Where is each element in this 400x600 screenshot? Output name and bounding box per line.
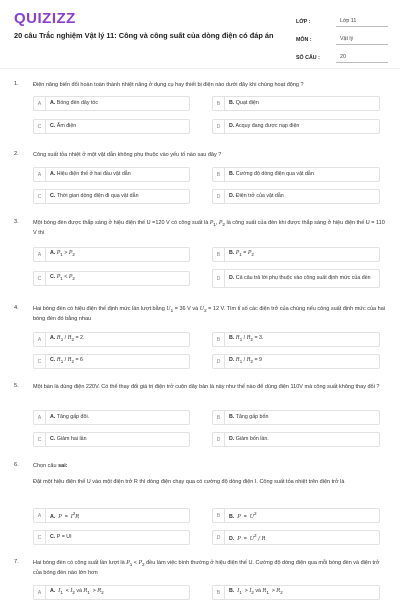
meta-label: LỚP :: [296, 19, 311, 25]
meta-row-count: [296, 48, 388, 63]
option-label: D.: [229, 357, 235, 364]
option-letter: D: [213, 433, 225, 446]
header: [0, 0, 400, 68]
option-c[interactable]: [33, 432, 190, 447]
option-b[interactable]: [212, 96, 380, 111]
option-b[interactable]: B B. $P_1 = P_2$: [212, 247, 380, 262]
header-divider: [0, 68, 400, 69]
question-text: Một bóng đèn được thắp sáng ở hiệu điện thế U =120 V có công suất là $P_1$, $P_2$ là công suất của đèn khi được thắp sáng ở hiệu điện thế U = 110 V thì: [33, 220, 385, 237]
meta-row-subject: [296, 30, 388, 45]
option-text: Hiệu điện thế ở hai đầu vật dẫn: [56, 171, 131, 178]
option-label: C.: [50, 357, 56, 364]
option-letter: D: [213, 531, 225, 544]
option-letter: D: [213, 190, 225, 203]
option-label: B.: [229, 250, 235, 257]
option-text: Ấm điện: [56, 123, 77, 130]
option-text: Cường độ dòng điện qua vật dẫn: [235, 171, 314, 178]
option-text: Quạt điện: [235, 100, 259, 107]
option-text: Giảm bốn lần.: [235, 436, 269, 443]
option-letter: C: [34, 531, 46, 544]
option-b[interactable]: [212, 167, 380, 182]
option-text: Thời gian dòng điện đi qua vật dẫn: [56, 193, 139, 200]
option-d[interactable]: [212, 269, 380, 288]
option-label: B.: [229, 414, 235, 421]
option-letter: B: [213, 411, 225, 424]
option-a[interactable]: A A. $R_1 / R_2 = 2$.: [33, 332, 190, 347]
option-label: D.: [229, 123, 235, 130]
quizizz-logo[interactable]: QUIZIZZ: [14, 10, 76, 27]
question-number: 5.: [14, 383, 19, 389]
option-label: C.: [50, 193, 56, 200]
meta-value: 20: [336, 54, 388, 63]
option-label: D.: [229, 436, 235, 443]
option-letter: A: [34, 168, 46, 181]
option-label: B.: [229, 588, 235, 595]
question-text: Hai bóng đèn có hiệu điện thế định mức lần lượt bằng $U_1 = 36$ V và $U_2 = 12$ V. Tìm tỉ số các điện trở của chúng nếu công suất định mức của hai bóng đèn đó bằng nhau: [33, 306, 385, 323]
option-a[interactable]: A A. $P = I^2R$: [33, 508, 190, 523]
option-letter: D: [213, 270, 225, 287]
option-c[interactable]: [33, 530, 190, 545]
option-b[interactable]: B B. $R_1 / R_2 = 3$.: [212, 332, 380, 347]
option-label: C.: [50, 534, 56, 541]
option-label: D.: [229, 275, 235, 282]
option-c[interactable]: [33, 119, 190, 134]
option-letter: B: [213, 509, 225, 522]
option-a[interactable]: A A. $I_1 < I_2$ và $R_1 > R_2$: [33, 585, 190, 600]
meta-value: Lớp 11: [336, 18, 388, 27]
option-label: D.: [229, 535, 235, 542]
option-letter: A: [34, 333, 46, 346]
option-letter: C: [34, 190, 46, 203]
option-b[interactable]: [212, 410, 380, 425]
option-text: Tăng gấp bốn: [235, 414, 269, 421]
option-label: A.: [50, 513, 56, 520]
option-letter: C: [34, 433, 46, 446]
option-letter: A: [34, 509, 46, 522]
question-number: 6.: [14, 462, 19, 468]
question-intro: Chọn câu sai:: [33, 463, 68, 469]
worksheet-title: 20 câu Trắc nghiệm Vật lý 11: Công và công suất của dòng điện có đáp án: [14, 31, 274, 40]
option-letter: B: [213, 97, 225, 110]
option-label: C.: [50, 274, 56, 281]
option-text: Giảm hai lần: [56, 436, 87, 443]
question-text: Đặt một hiệu điện thế U vào một điện trở R thì dòng điện chạy qua có cường độ dòng điện I. Công suất tỏa nhiệt trên điện trở là: [33, 479, 345, 485]
option-text: Cả câu trả lời phụ thuộc vào công suất định mức của đèn: [235, 275, 371, 282]
option-letter: B: [213, 248, 225, 261]
worksheet-meta: [296, 12, 388, 66]
option-d[interactable]: D D. $P = U^2 / R$: [212, 530, 380, 545]
option-label: C.: [50, 123, 56, 130]
option-label: A.: [50, 100, 56, 107]
question-text: Công suất tỏa nhiệt ở một vật dẫn không phụ thuộc vào yếu tố nào sau đây ?: [33, 152, 222, 158]
meta-value: Vật lý: [336, 36, 388, 45]
question-number: 2.: [14, 151, 19, 157]
question-number: 3.: [14, 219, 19, 225]
option-d[interactable]: [212, 119, 380, 134]
option-label: B.: [229, 335, 235, 342]
question-text: Hai bóng đèn có công suất lần lượt là $P_1 < P_2$ đều làm việc bình thường ở hiệu điện thế U. Cường độ dòng điện qua mỗi bóng đèn và điện trở của bóng đèn nào lớn hơn: [33, 560, 380, 577]
option-c[interactable]: [33, 189, 190, 204]
option-c[interactable]: C C. $P_1 < P_2$: [33, 271, 190, 286]
option-text: Bóng đèn dây tóc: [56, 100, 99, 107]
option-text: Điện trở của vật dẫn: [235, 193, 284, 200]
option-a[interactable]: [33, 96, 190, 111]
option-letter: C: [34, 355, 46, 368]
option-label: A.: [50, 171, 56, 178]
option-letter: D: [213, 355, 225, 368]
option-d[interactable]: [212, 189, 380, 204]
option-letter: B: [213, 333, 225, 346]
option-b[interactable]: B B. $I_1 > I_2$ và $R_1 > R_2$: [212, 585, 380, 600]
option-letter: D: [213, 120, 225, 133]
option-a[interactable]: [33, 167, 190, 182]
question-text: Một bàn là dùng điện 220V. Có thể thay đổi giá trị điện trở cuộn dây bàn là này như thế nào để dùng điện 110V mà công suất không thay đổi ?: [33, 384, 380, 390]
option-label: A.: [50, 335, 56, 342]
option-label: A.: [50, 250, 56, 257]
option-text: Acquy đang được nạp điện: [235, 123, 300, 130]
option-label: A.: [50, 414, 56, 421]
question-number: 4.: [14, 305, 19, 311]
math-symbol: P: [218, 220, 223, 226]
option-letter: B: [213, 168, 225, 181]
option-b[interactable]: B B. $P = U^2$: [212, 508, 380, 523]
option-letter: C: [34, 272, 46, 285]
option-label: B.: [229, 513, 235, 520]
option-letter: B: [213, 586, 225, 599]
option-d[interactable]: [212, 432, 380, 447]
question-number: 1.: [14, 81, 19, 87]
option-letter: A: [34, 411, 46, 424]
option-label: C.: [50, 436, 56, 443]
meta-label: SỐ CÂU :: [296, 55, 320, 61]
meta-label: MÔN :: [296, 37, 312, 43]
question-text: Điện năng biến đổi hoàn toàn thành nhiệt năng ở dụng cụ hay thiết bị điện nào dưới đây khi chúng hoạt động ?: [33, 82, 304, 88]
option-label: B.: [229, 100, 235, 107]
option-label: B.: [229, 171, 235, 178]
option-a[interactable]: [33, 410, 190, 425]
meta-row-class: [296, 12, 388, 27]
option-label: D.: [229, 193, 235, 200]
option-a[interactable]: A A. $P_1 > P_2$: [33, 247, 190, 262]
option-text: P = UI: [56, 534, 72, 541]
math-symbol: P: [209, 220, 214, 226]
option-letter: A: [34, 248, 46, 261]
option-label: A.: [50, 588, 56, 595]
option-letter: A: [34, 586, 46, 599]
option-text: Tăng gấp đôi.: [56, 414, 90, 421]
option-c[interactable]: C C. $R_1 / R_2 = 6$: [33, 354, 190, 369]
option-d[interactable]: D D. $R_1 / R_2 = 9$: [212, 354, 380, 369]
option-letter: A: [34, 97, 46, 110]
option-letter: C: [34, 120, 46, 133]
question-number: 7.: [14, 559, 19, 565]
